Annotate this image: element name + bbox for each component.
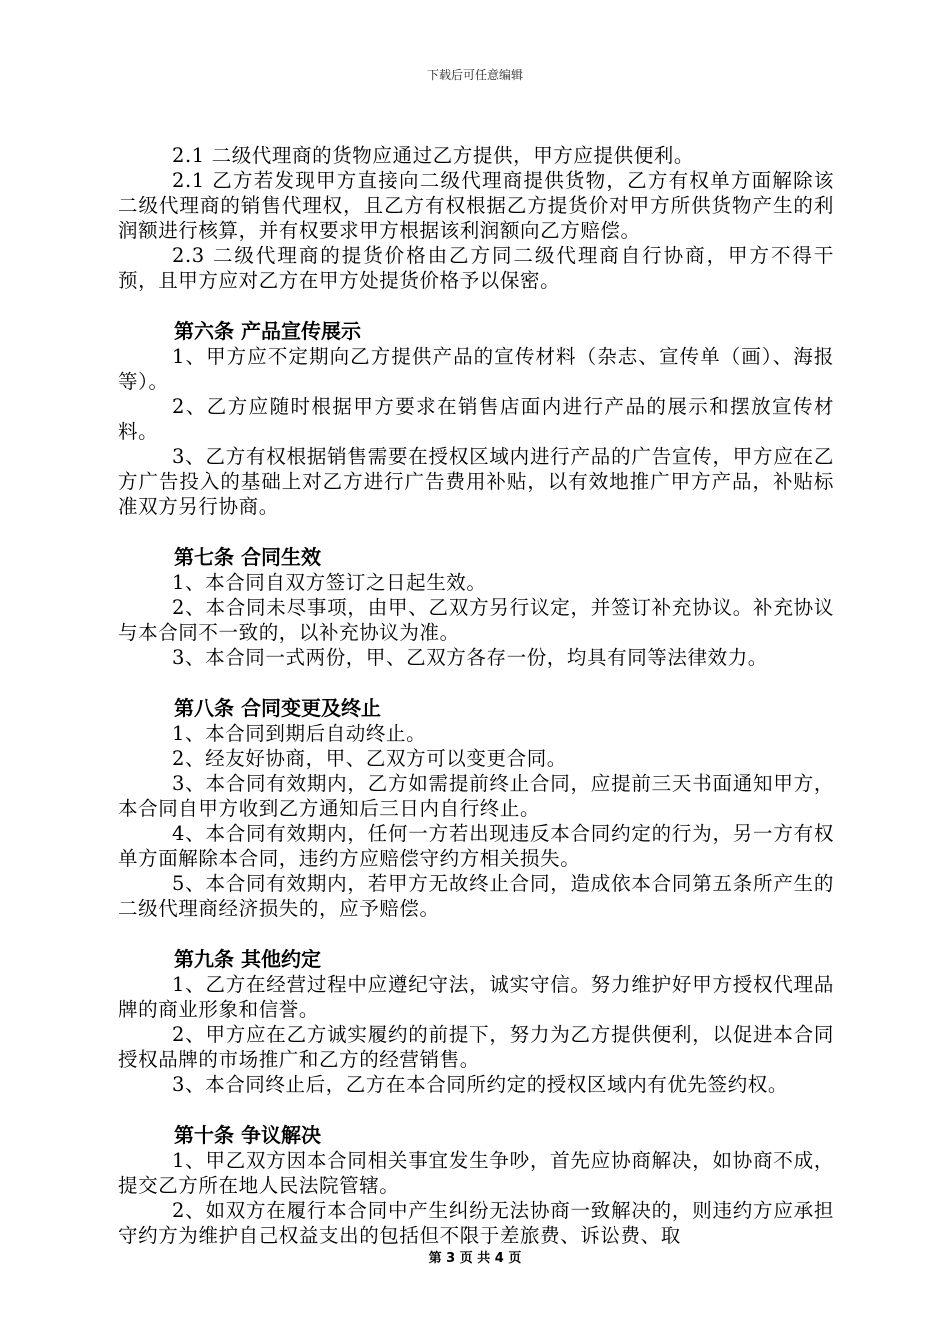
paragraph: 1、甲方应不定期向乙方提供产品的宣传材料（杂志、宣传单（画）、海报等）。 bbox=[118, 345, 834, 393]
paragraph: 2、乙方应随时根据甲方要求在销售店面内进行产品的展示和摆放宣传材料。 bbox=[118, 395, 834, 443]
paragraph: 1、甲乙双方因本合同相关事宜发生争吵，首先应协商解决，如协商不成，提交乙方所在地人民法院管辖。 bbox=[118, 1149, 834, 1197]
paragraph: 1、本合同自双方签订之日起生效。 bbox=[172, 571, 487, 594]
paragraph: 2.1 二级代理商的货物应通过乙方提供，甲方应提供便利。 bbox=[172, 144, 695, 167]
paragraph: 2、甲方应在乙方诚实履约的前提下，努力为乙方提供便利，以促进本合同授权品牌的市场推广和乙方的经营销售。 bbox=[118, 1023, 834, 1071]
section-heading: 第七条 合同生效 bbox=[174, 545, 321, 569]
section-article-10 bbox=[118, 1123, 834, 1248]
page-number: 第 3 页 共 4 页 bbox=[428, 1251, 522, 1266]
paragraph: 2、如双方在履行本合同中产生纠纷无法协商一致解决的，则违约方应承担守约方为维护自己权益支出的包括但不限于差旅费、诉讼费、取 bbox=[118, 1199, 834, 1247]
paragraph: 3、乙方有权根据销售需要在授权区域内进行产品的广告宣传，甲方应在乙方广告投入的基础上对乙方进行广告费用补贴，以有效地推广甲方产品，补贴标准双方另行协商。 bbox=[118, 445, 834, 518]
section-article-7 bbox=[118, 545, 834, 670]
section-heading: 第九条 其他约定 bbox=[174, 947, 321, 971]
paragraph: 3、本合同有效期内，乙方如需提前终止合同，应提前三天书面通知甲方，本合同自甲方收到乙方通知后三日内自行终止。 bbox=[118, 772, 834, 820]
paragraph: 2.1 乙方若发现甲方直接向二级代理商提供货物，乙方有权单方面解除该二级代理商的销售代理权，且乙方有权根据乙方提货价对甲方所供货物产生的利润额进行核算，并有权要求甲方根据该利润额向乙方赔偿。 bbox=[118, 169, 834, 242]
paragraph: 5、本合同有效期内，若甲方无故终止合同，造成依本合同第五条所产生的二级代理商经济损失的，应予赔偿。 bbox=[118, 872, 834, 920]
paragraph: 4、本合同有效期内，任何一方若出现违反本合同约定的行为，另一方有权单方面解除本合同，违约方应赔偿守约方相关损失。 bbox=[118, 822, 834, 870]
paragraph: 3、本合同终止后，乙方在本合同所约定的授权区域内有优先签约权。 bbox=[172, 1073, 789, 1096]
paragraph: 1、本合同到期后自动终止。 bbox=[172, 722, 427, 745]
document-body bbox=[118, 143, 834, 1248]
section-heading: 第八条 合同变更及终止 bbox=[174, 696, 381, 720]
section-heading: 第六条 产品宣传展示 bbox=[174, 319, 361, 343]
page-header-note: 下载后可任意编辑 bbox=[426, 68, 523, 82]
section-article-8 bbox=[118, 696, 834, 921]
paragraph: 1、乙方在经营过程中应遵纪守法，诚实守信。努力维护好甲方授权代理品牌的商业形象和信誉。 bbox=[118, 973, 834, 1021]
paragraph: 3、本合同一式两份，甲、乙双方各存一份，均具有同等法律效力。 bbox=[172, 646, 768, 669]
section-article-6 bbox=[118, 319, 834, 519]
paragraph: 2、经友好协商，甲、乙双方可以变更合同。 bbox=[172, 747, 567, 770]
section-heading: 第十条 争议解决 bbox=[174, 1123, 321, 1147]
paragraph: 2.3 二级代理商的提货价格由乙方同二级代理商自行协商，甲方不得干预，且甲方应对乙方在甲方处提货价格予以保密。 bbox=[118, 244, 834, 292]
section-article-9 bbox=[118, 947, 834, 1097]
section-intro bbox=[118, 143, 834, 293]
paragraph: 2、本合同未尽事项，由甲、乙双方另行议定，并签订补充协议。补充协议与本合同不一致的，以补充协议为准。 bbox=[118, 596, 834, 644]
